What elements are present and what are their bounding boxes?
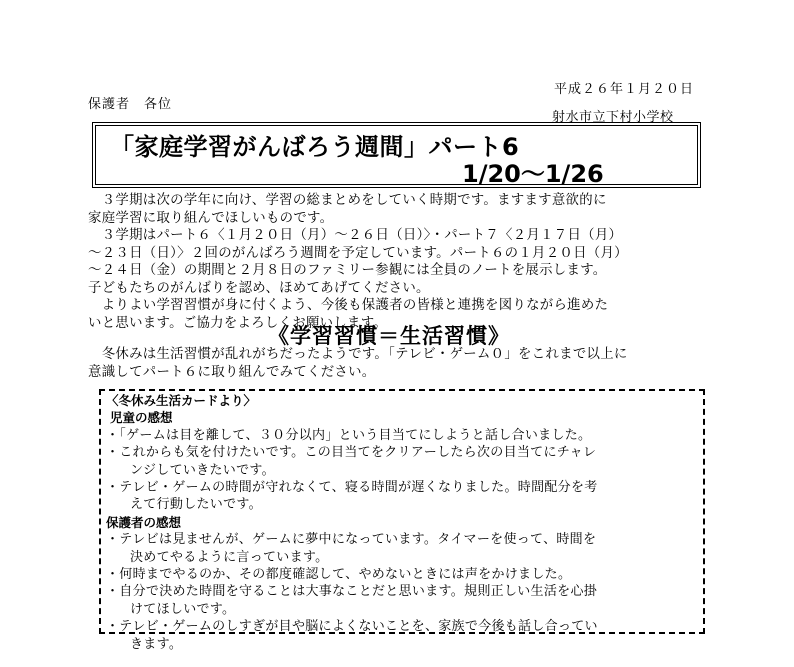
winter-card-comments <box>106 392 706 653</box>
intro-line: ～２３日（日）〉２回のがんばろう週間を予定しています。パート６の１月２０日（月） <box>88 245 628 261</box>
intro-line: 家庭学習に取り組んでほしいものです。 <box>88 210 334 226</box>
parent-comment-cont: 決めてやるように言っています。 <box>130 549 329 565</box>
card-heading: 〈冬休み生活カードより〉 <box>106 393 257 408</box>
intro-line: ３学期は次の学年に向け、学習の総まとめをしていく時期です。ますます意欲的に <box>88 193 607 208</box>
school-name: 射水市立下村小学校 <box>552 110 674 125</box>
intro-line: ３学期はパート６〈１月２０日（月）～２６日（日）〉・パート７〈２月１７日（月） <box>88 228 623 243</box>
child-comment-cont: ンジしていきたいです。 <box>130 462 275 478</box>
intro-line: ～２４日（金）の期間と２月８日のファミリー参観には全員のノートを展示します。 <box>88 263 607 278</box>
child-comment: ・テレビ・ゲームの時間が守れなくて、寝る時間が遅くなりました。時間配分を考 <box>106 480 598 496</box>
parent-comment: ・何時までやるのか、その都度確認して、やめないときには声をかけました。 <box>106 567 572 583</box>
intro-line: よりよい学習習慣が身に付くよう、今後も保護者の皆様と連携を図りながら進めた <box>88 298 609 313</box>
child-comment: ・「ゲームは目を離して、３０分以内」という目当てにしようと話し合いました。 <box>106 427 592 443</box>
children-heading: 児童の感想 <box>110 410 173 426</box>
parent-comment: ・自分で決めた時間を守ることは大事なことだと思います。規則正しい生活を心掛 <box>106 584 598 600</box>
winter-line: 意識してパート６に取り組んでみてください。 <box>88 364 376 380</box>
section-subtitle: 《学習習慣＝生活習慣》 <box>268 324 510 348</box>
parent-comment-cont: きます。 <box>130 636 183 652</box>
parent-comment-cont: けてほしいです。 <box>130 601 236 617</box>
title-main: 「家庭学習がんばろう週間」パート6 <box>110 133 520 161</box>
child-comment: ・これからも気を付けたいです。この目当てをクリアーしたら次の目当てにチャレ <box>106 445 597 461</box>
winter-paragraph <box>88 346 708 381</box>
letter-date: 平成２６年１月２０日 <box>554 82 695 97</box>
child-comment-cont: えて行動したいです。 <box>130 497 262 513</box>
addressee: 保護者 各位 <box>88 97 173 112</box>
winter-line: 冬休みは生活習慣が乱れがちだったようです。「テレビ・ゲーム０」をこれまで以上に <box>88 347 628 362</box>
intro-line: いと思います。ご協力をよろしくお願いします。 <box>88 315 388 331</box>
parents-heading: 保護者の感想 <box>106 514 182 530</box>
intro-line: 子どもたちのがんばりを認め、ほめてあげてください。 <box>88 280 430 296</box>
intro-paragraphs <box>88 192 708 332</box>
parent-comment: ・テレビ・ゲームのしすぎが目や脳によくないことを、家族で今後も話し合ってい <box>106 619 598 635</box>
title-dates: 1/20～1/26 <box>462 160 604 188</box>
parent-comment: ・テレビは見ませんが、ゲームに夢中になっています。タイマーを使って、時間を <box>106 532 597 548</box>
